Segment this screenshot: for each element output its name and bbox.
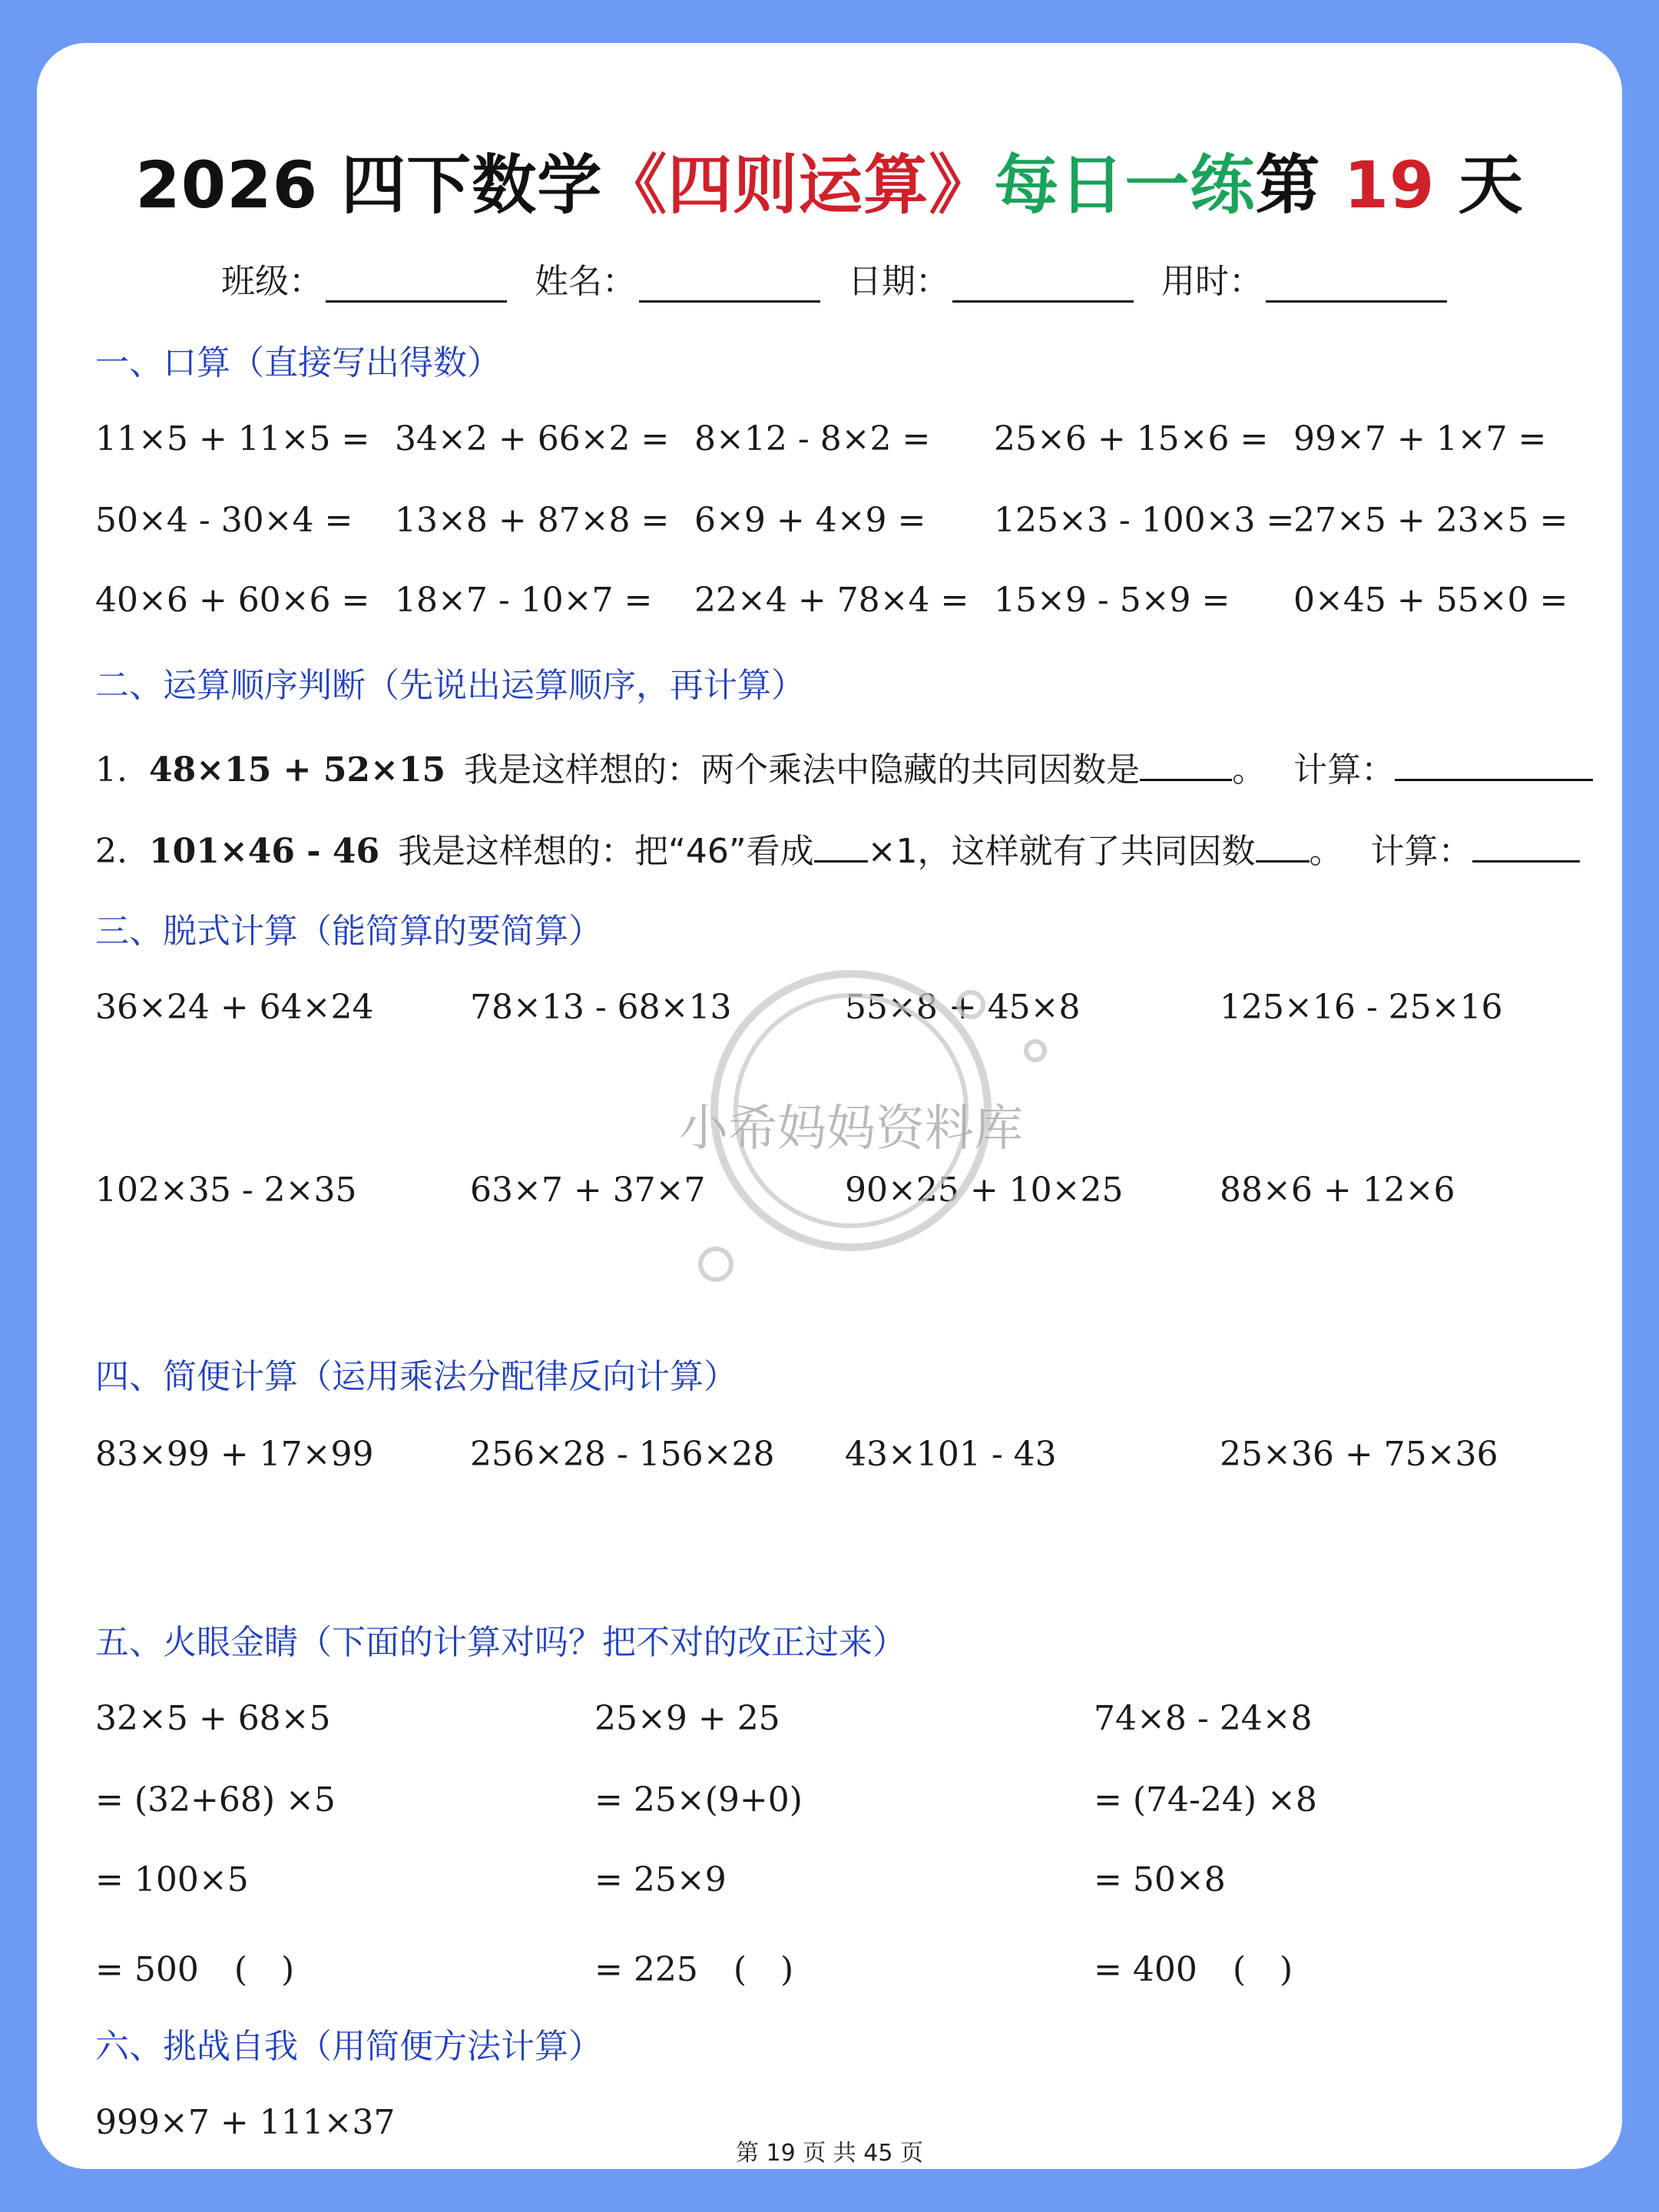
date-field [848,253,1134,303]
check-step: = 50×8 [1094,1860,1226,1899]
oral-expr: 13×8 + 87×8 = [395,501,670,540]
date-label: 日期： [848,262,949,301]
class-field [221,253,507,303]
oral-expr: 18×7 - 10×7 = [395,581,653,620]
oral-expr: 11×5 + 11×5 = [95,419,370,459]
check-step: = (74-24) ×8 [1094,1780,1317,1820]
name-blank[interactable] [639,267,820,303]
oral-expr: 8×12 - 8×2 = [694,419,931,459]
section-challenge-heading: 六、挑战自我（用简便方法计算） [95,2027,602,2066]
stepwise-expr: 63×7 + 37×7 [470,1171,706,1210]
check-step: 74×8 - 24×8 [1094,1699,1313,1738]
title-day-prefix: 第 [1255,147,1344,223]
check-step: = (32+68) ×5 [95,1780,336,1820]
time-label: 用时： [1161,262,1263,301]
simple-expr: 25×36 + 75×36 [1220,1435,1498,1474]
question-text: 我是这样想的：两个乘法中隐藏的共同因数是 [464,750,1141,790]
order-question-1 [95,742,1593,791]
check-result: = 500 [95,1950,199,1989]
oral-expr: 125×3 - 100×3 = [994,501,1295,540]
judge-parentheses[interactable]: ( ) [733,1950,794,1989]
title-daily: 每日一练 [994,147,1256,223]
simple-expr: 43×101 - 43 [845,1435,1057,1474]
section-check-heading: 五、火眼金睛（下面的计算对吗？把不对的改正过来） [95,1623,906,1662]
question-expression: 101×46 - 46 [148,832,380,871]
name-label: 姓名： [535,262,636,301]
stepwise-expr: 125×16 - 25×16 [1220,988,1503,1027]
check-step: = 100×5 [95,1860,249,1899]
section-simple-heading: 四、简便计算（运用乘法分配律反向计算） [95,1357,737,1396]
class-label: 班级： [221,262,323,301]
oral-expr: 15×9 - 5×9 = [994,581,1230,620]
oral-expr: 34×2 + 66×2 = [395,419,670,459]
judge-parentheses[interactable]: ( ) [233,1950,295,1989]
calc-blank[interactable] [1472,830,1580,863]
oral-expr: 22×4 + 78×4 = [694,581,969,620]
check-step: = 25×(9+0) [594,1780,803,1820]
date-blank[interactable] [952,267,1134,303]
question-number: 2. [95,832,127,871]
question-expression: 48×15 + 52×15 [148,750,446,790]
oral-expr: 27×5 + 23×5 = [1293,501,1568,540]
calc-label: 计算： [1293,750,1396,790]
oral-expr: 50×4 - 30×4 = [95,501,353,540]
check-step [1094,1942,1293,1991]
question-number: 1. [95,750,127,790]
check-step: 25×9 + 25 [594,1699,780,1738]
question-end: 。 [1232,750,1267,790]
title-day-suffix: 天 [1435,147,1524,223]
question-text: 我是这样想的：把“46”看成 [398,832,814,871]
calc-label: 计算： [1370,832,1472,871]
stepwise-expr: 102×35 - 2×35 [95,1171,357,1210]
stepwise-expr: 55×8 + 45×8 [845,988,1081,1027]
page-title [37,134,1622,227]
challenge-expr: 999×7 + 111×37 [95,2103,396,2142]
stepwise-expr: 88×6 + 12×6 [1220,1171,1455,1210]
section-stepwise-heading: 三、脱式计算（能简算的要简算） [95,912,602,951]
check-result: = 400 [1094,1950,1197,1989]
check-step: = 25×9 [594,1860,727,1899]
simple-expr: 83×99 + 17×99 [95,1435,374,1474]
order-question-2 [95,823,1580,873]
time-field [1161,253,1447,303]
title-day-number: 19 [1343,147,1435,223]
answer-blank[interactable] [1140,748,1232,781]
worksheet-card [37,43,1622,2169]
question-end: 。 [1309,832,1343,871]
check-step [594,1942,793,1991]
simple-expr: 256×28 - 156×28 [470,1435,775,1474]
oral-expr: 40×6 + 60×6 = [95,581,370,620]
oral-expr: 25×6 + 15×6 = [994,419,1269,459]
info-row [221,253,1464,303]
watermark-text: 小希妈妈资料库 [679,1101,1023,1157]
check-step: 32×5 + 68×5 [95,1699,331,1738]
check-step [95,1942,294,1991]
answer-blank[interactable] [814,830,868,863]
oral-expr: 99×7 + 1×7 = [1293,419,1547,459]
check-result: = 225 [594,1950,698,1989]
calc-blank[interactable] [1395,748,1593,781]
title-topic: 《四则运算》 [602,147,995,223]
stepwise-expr: 36×24 + 64×24 [95,988,374,1027]
name-field [535,253,820,303]
section-oral-heading: 一、口算（直接写出得数） [95,343,501,382]
answer-blank[interactable] [1256,830,1310,863]
page-footer: 第 19 页 共 45 页 [735,2140,924,2167]
stepwise-expr: 78×13 - 68×13 [470,988,732,1027]
oral-expr: 6×9 + 4×9 = [694,501,926,540]
question-text: ×1，这样就有了共同因数 [867,832,1256,871]
judge-parentheses[interactable]: ( ) [1232,1950,1293,1989]
oral-expr: 0×45 + 55×0 = [1293,581,1568,620]
time-blank[interactable] [1266,267,1447,303]
class-blank[interactable] [326,267,507,303]
title-grade: 2026 四下数学 [135,147,603,223]
stepwise-expr: 90×25 + 10×25 [845,1171,1124,1210]
section-order-heading: 二、运算顺序判断（先说出运算顺序，再计算） [95,666,805,705]
